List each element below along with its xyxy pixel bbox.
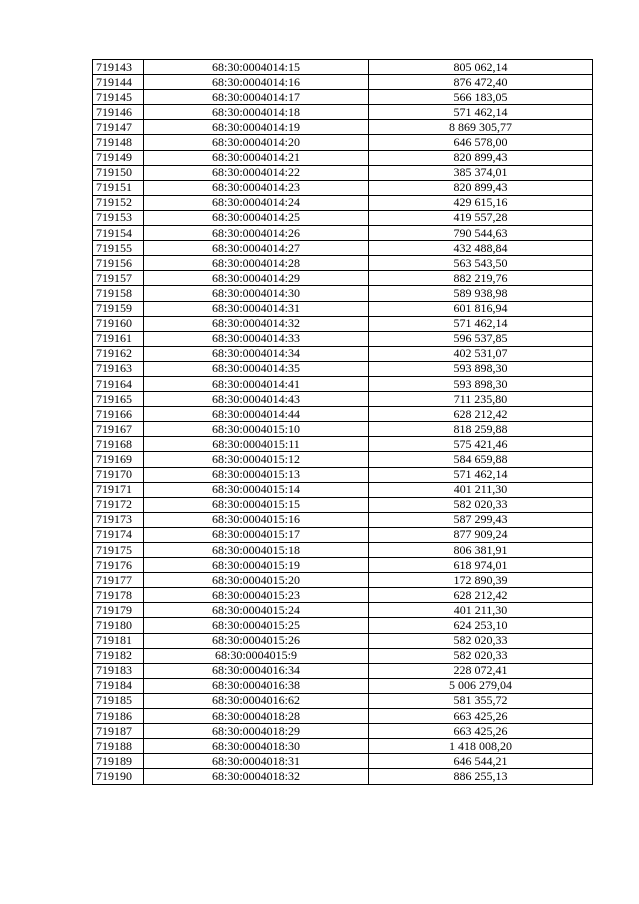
value-cell: 886 255,13 [369, 769, 593, 784]
record-number-cell: 719188 [93, 739, 144, 754]
record-number-cell: 719160 [93, 316, 144, 331]
record-number-cell: 719181 [93, 633, 144, 648]
value-cell: 806 381,91 [369, 543, 593, 558]
record-number-cell: 719186 [93, 709, 144, 724]
value-cell: 563 543,50 [369, 256, 593, 271]
value-cell: 587 299,43 [369, 512, 593, 527]
record-number-cell: 719147 [93, 120, 144, 135]
cadastral-number-cell: 68:30:0004014:34 [144, 346, 369, 361]
record-number-cell: 719168 [93, 437, 144, 452]
record-number-cell: 719185 [93, 693, 144, 708]
cadastral-number-cell: 68:30:0004014:33 [144, 331, 369, 346]
table-row [93, 241, 593, 256]
value-cell: 882 219,76 [369, 271, 593, 286]
value-cell: 566 183,05 [369, 90, 593, 105]
value-cell: 877 909,24 [369, 527, 593, 542]
record-number-cell: 719177 [93, 573, 144, 588]
cadastral-number-cell: 68:30:0004015:18 [144, 543, 369, 558]
table-row [93, 618, 593, 633]
value-cell: 624 253,10 [369, 618, 593, 633]
value-cell: 805 062,14 [369, 60, 593, 75]
table-row [93, 105, 593, 120]
value-cell: 584 659,88 [369, 452, 593, 467]
cadastral-number-cell: 68:30:0004014:31 [144, 301, 369, 316]
cadastral-number-cell: 68:30:0004014:29 [144, 271, 369, 286]
value-cell: 582 020,33 [369, 633, 593, 648]
value-cell: 571 462,14 [369, 105, 593, 120]
value-cell: 646 544,21 [369, 754, 593, 769]
record-number-cell: 719148 [93, 135, 144, 150]
table-row [93, 346, 593, 361]
cadastral-number-cell: 68:30:0004014:22 [144, 165, 369, 180]
cadastral-number-cell: 68:30:0004015:16 [144, 512, 369, 527]
table-row [93, 165, 593, 180]
table-row [93, 558, 593, 573]
record-number-cell: 719163 [93, 361, 144, 376]
value-cell: 663 425,26 [369, 724, 593, 739]
value-cell: 401 211,30 [369, 603, 593, 618]
cadastral-number-cell: 68:30:0004014:18 [144, 105, 369, 120]
value-cell: 419 557,28 [369, 210, 593, 225]
table-row [93, 497, 593, 512]
value-cell: 429 615,16 [369, 195, 593, 210]
record-number-cell: 719149 [93, 150, 144, 165]
registry-table [92, 59, 593, 785]
value-cell: 228 072,41 [369, 663, 593, 678]
table-row [93, 422, 593, 437]
record-number-cell: 719170 [93, 467, 144, 482]
record-number-cell: 719175 [93, 543, 144, 558]
cadastral-number-cell: 68:30:0004015:14 [144, 482, 369, 497]
cadastral-number-cell: 68:30:0004014:19 [144, 120, 369, 135]
record-number-cell: 719182 [93, 648, 144, 663]
cadastral-number-cell: 68:30:0004014:15 [144, 60, 369, 75]
value-cell: 628 212,42 [369, 407, 593, 422]
cadastral-number-cell: 68:30:0004015:10 [144, 422, 369, 437]
record-number-cell: 719190 [93, 769, 144, 784]
cadastral-number-cell: 68:30:0004018:32 [144, 769, 369, 784]
cadastral-number-cell: 68:30:0004016:38 [144, 678, 369, 693]
record-number-cell: 719172 [93, 497, 144, 512]
value-cell: 818 259,88 [369, 422, 593, 437]
value-cell: 820 899,43 [369, 180, 593, 195]
cadastral-number-cell: 68:30:0004015:24 [144, 603, 369, 618]
cadastral-number-cell: 68:30:0004018:29 [144, 724, 369, 739]
table-row [93, 301, 593, 316]
cadastral-number-cell: 68:30:0004014:24 [144, 195, 369, 210]
table-row [93, 709, 593, 724]
table-row [93, 678, 593, 693]
cadastral-number-cell: 68:30:0004014:27 [144, 241, 369, 256]
record-number-cell: 719165 [93, 392, 144, 407]
value-cell: 589 938,98 [369, 286, 593, 301]
table-row [93, 527, 593, 542]
record-number-cell: 719143 [93, 60, 144, 75]
record-number-cell: 719173 [93, 512, 144, 527]
table-row [93, 60, 593, 75]
table-row [93, 437, 593, 452]
cadastral-number-cell: 68:30:0004014:25 [144, 210, 369, 225]
cadastral-number-cell: 68:30:0004015:19 [144, 558, 369, 573]
cadastral-number-cell: 68:30:0004015:17 [144, 527, 369, 542]
table-row [93, 754, 593, 769]
record-number-cell: 719178 [93, 588, 144, 603]
table-row [93, 467, 593, 482]
record-number-cell: 719166 [93, 407, 144, 422]
table-row [93, 512, 593, 527]
table-row [93, 135, 593, 150]
value-cell: 172 890,39 [369, 573, 593, 588]
table-row [93, 724, 593, 739]
table-row [93, 75, 593, 90]
record-number-cell: 719167 [93, 422, 144, 437]
cadastral-number-cell: 68:30:0004015:11 [144, 437, 369, 452]
cadastral-number-cell: 68:30:0004018:30 [144, 739, 369, 754]
record-number-cell: 719159 [93, 301, 144, 316]
value-cell: 402 531,07 [369, 346, 593, 361]
cadastral-number-cell: 68:30:0004016:34 [144, 663, 369, 678]
cadastral-number-cell: 68:30:0004015:12 [144, 452, 369, 467]
table-row [93, 663, 593, 678]
record-number-cell: 719158 [93, 286, 144, 301]
value-cell: 646 578,00 [369, 135, 593, 150]
record-number-cell: 719174 [93, 527, 144, 542]
cadastral-number-cell: 68:30:0004014:30 [144, 286, 369, 301]
table-row [93, 361, 593, 376]
record-number-cell: 719180 [93, 618, 144, 633]
cadastral-number-cell: 68:30:0004015:23 [144, 588, 369, 603]
cadastral-number-cell: 68:30:0004014:21 [144, 150, 369, 165]
cadastral-number-cell: 68:30:0004014:16 [144, 75, 369, 90]
value-cell: 876 472,40 [369, 75, 593, 90]
table-row [93, 316, 593, 331]
record-number-cell: 719146 [93, 105, 144, 120]
table-row [93, 271, 593, 286]
record-number-cell: 719151 [93, 180, 144, 195]
value-cell: 385 374,01 [369, 165, 593, 180]
record-number-cell: 719152 [93, 195, 144, 210]
cadastral-number-cell: 68:30:0004018:28 [144, 709, 369, 724]
table-row [93, 256, 593, 271]
cadastral-number-cell: 68:30:0004014:23 [144, 180, 369, 195]
cadastral-number-cell: 68:30:0004014:28 [144, 256, 369, 271]
registry-table-body [93, 60, 593, 785]
cadastral-number-cell: 68:30:0004015:25 [144, 618, 369, 633]
record-number-cell: 719171 [93, 482, 144, 497]
table-row [93, 407, 593, 422]
record-number-cell: 719154 [93, 226, 144, 241]
value-cell: 593 898,30 [369, 361, 593, 376]
value-cell: 582 020,33 [369, 648, 593, 663]
record-number-cell: 719145 [93, 90, 144, 105]
cadastral-number-cell: 68:30:0004015:26 [144, 633, 369, 648]
table-row [93, 543, 593, 558]
value-cell: 582 020,33 [369, 497, 593, 512]
record-number-cell: 719157 [93, 271, 144, 286]
table-row [93, 376, 593, 391]
cadastral-number-cell: 68:30:0004016:62 [144, 693, 369, 708]
cadastral-number-cell: 68:30:0004014:43 [144, 392, 369, 407]
record-number-cell: 719162 [93, 346, 144, 361]
record-number-cell: 719153 [93, 210, 144, 225]
record-number-cell: 719169 [93, 452, 144, 467]
record-number-cell: 719161 [93, 331, 144, 346]
table-row [93, 210, 593, 225]
record-number-cell: 719155 [93, 241, 144, 256]
value-cell: 596 537,85 [369, 331, 593, 346]
value-cell: 5 006 279,04 [369, 678, 593, 693]
table-row [93, 633, 593, 648]
value-cell: 601 816,94 [369, 301, 593, 316]
value-cell: 571 462,14 [369, 467, 593, 482]
record-number-cell: 719150 [93, 165, 144, 180]
cadastral-number-cell: 68:30:0004014:35 [144, 361, 369, 376]
value-cell: 575 421,46 [369, 437, 593, 452]
table-row [93, 482, 593, 497]
value-cell: 1 418 008,20 [369, 739, 593, 754]
table-row [93, 286, 593, 301]
cadastral-number-cell: 68:30:0004014:26 [144, 226, 369, 241]
table-row [93, 693, 593, 708]
value-cell: 8 869 305,77 [369, 120, 593, 135]
value-cell: 401 211,30 [369, 482, 593, 497]
cadastral-number-cell: 68:30:0004014:41 [144, 376, 369, 391]
table-row [93, 739, 593, 754]
table-row [93, 180, 593, 195]
value-cell: 593 898,30 [369, 376, 593, 391]
table-row [93, 226, 593, 241]
record-number-cell: 719184 [93, 678, 144, 693]
table-row [93, 90, 593, 105]
record-number-cell: 719144 [93, 75, 144, 90]
record-number-cell: 719176 [93, 558, 144, 573]
record-number-cell: 719156 [93, 256, 144, 271]
cadastral-number-cell: 68:30:0004014:44 [144, 407, 369, 422]
table-row [93, 588, 593, 603]
value-cell: 618 974,01 [369, 558, 593, 573]
record-number-cell: 719164 [93, 376, 144, 391]
cadastral-number-cell: 68:30:0004015:15 [144, 497, 369, 512]
table-row [93, 573, 593, 588]
value-cell: 820 899,43 [369, 150, 593, 165]
value-cell: 432 488,84 [369, 241, 593, 256]
record-number-cell: 719183 [93, 663, 144, 678]
cadastral-number-cell: 68:30:0004015:20 [144, 573, 369, 588]
value-cell: 711 235,80 [369, 392, 593, 407]
cadastral-number-cell: 68:30:0004014:20 [144, 135, 369, 150]
cadastral-number-cell: 68:30:0004018:31 [144, 754, 369, 769]
cadastral-number-cell: 68:30:0004015:9 [144, 648, 369, 663]
table-row [93, 331, 593, 346]
record-number-cell: 719187 [93, 724, 144, 739]
table-row [93, 452, 593, 467]
table-row [93, 150, 593, 165]
table-row [93, 120, 593, 135]
table-row [93, 769, 593, 784]
cadastral-number-cell: 68:30:0004014:17 [144, 90, 369, 105]
record-number-cell: 719189 [93, 754, 144, 769]
value-cell: 790 544,63 [369, 226, 593, 241]
cadastral-number-cell: 68:30:0004015:13 [144, 467, 369, 482]
value-cell: 571 462,14 [369, 316, 593, 331]
value-cell: 581 355,72 [369, 693, 593, 708]
table-row [93, 195, 593, 210]
value-cell: 628 212,42 [369, 588, 593, 603]
table-row [93, 603, 593, 618]
record-number-cell: 719179 [93, 603, 144, 618]
value-cell: 663 425,26 [369, 709, 593, 724]
table-row [93, 648, 593, 663]
table-row [93, 392, 593, 407]
cadastral-number-cell: 68:30:0004014:32 [144, 316, 369, 331]
